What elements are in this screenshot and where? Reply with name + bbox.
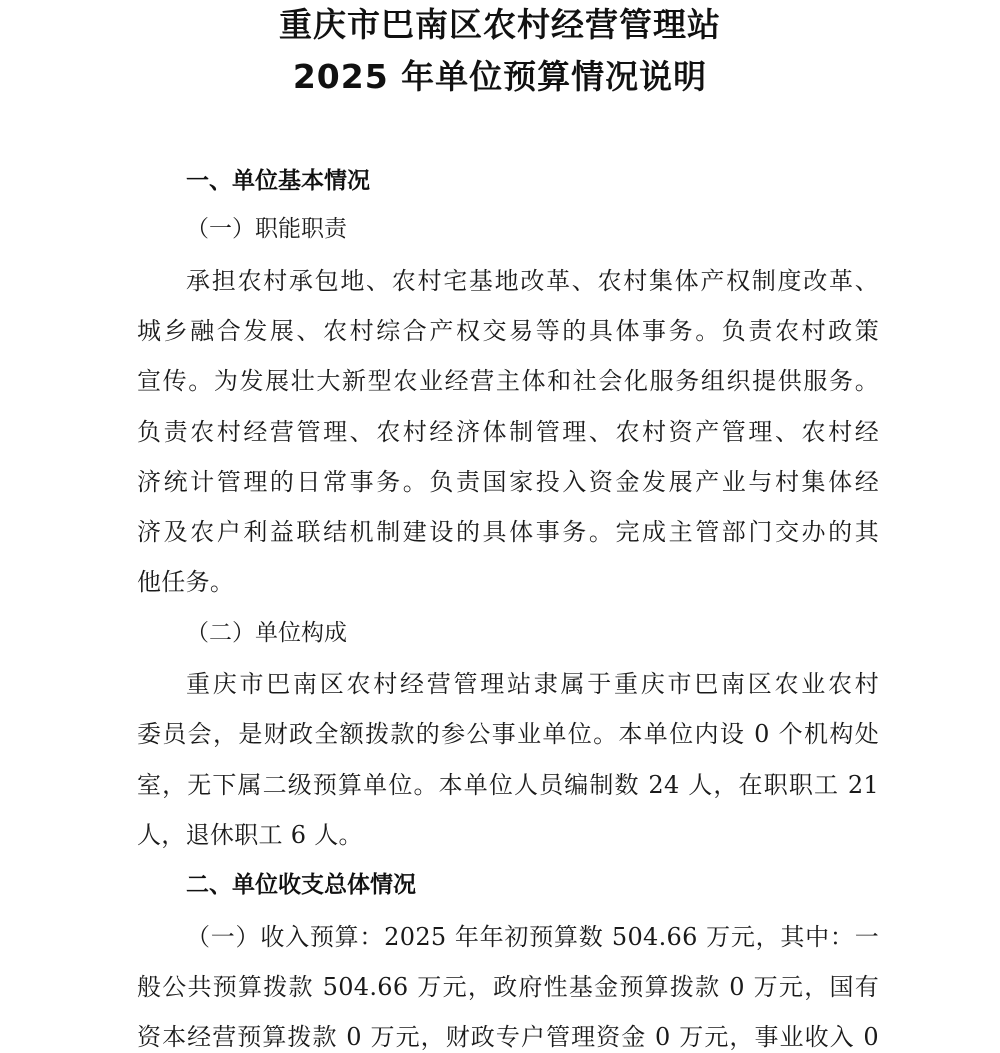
- section2-heading: 二、单位收支总体情况: [186, 872, 416, 898]
- paragraph-line: 济统计管理的日常事务。负责国家投入资金发展产业与村集体经: [137, 468, 879, 496]
- paragraph-line: 人，退休职工 6 人。: [137, 821, 363, 849]
- paragraph-line: （一）收入预算：2025 年年初预算数 504.66 万元，其中：一: [186, 923, 879, 951]
- section1-sub2-heading: （二）单位构成: [186, 620, 347, 646]
- paragraph-line: 委员会，是财政全额拨款的参公事业单位。本单位内设 0 个机构处: [137, 720, 879, 748]
- paragraph-line: 承担农村承包地、农村宅基地改革、农村集体产权制度改革、: [186, 267, 879, 295]
- paragraph-line: 济及农户利益联结机制建设的具体事务。完成主管部门交办的其: [137, 518, 879, 546]
- paragraph-line: 他任务。: [137, 568, 235, 596]
- paragraph-line: 宣传。为发展壮大新型农业经营主体和社会化服务组织提供服务。: [137, 367, 879, 395]
- paragraph-line: 重庆市巴南区农村经营管理站隶属于重庆市巴南区农业农村: [186, 670, 879, 698]
- paragraph-line: 般公共预算拨款 504.66 万元，政府性基金预算拨款 0 万元，国有: [137, 973, 879, 1001]
- paragraph-line: 城乡融合发展、农村综合产权交易等的具体事务。负责农村政策: [137, 317, 879, 345]
- section1-sub1-heading: （一）职能职责: [186, 216, 347, 242]
- paragraph-line: 负责农村经营管理、农村经济体制管理、农村资产管理、农村经: [137, 418, 879, 446]
- paragraph-line: 资本经营预算拨款 0 万元，财政专户管理资金 0 万元，事业收入 0: [137, 1023, 879, 1051]
- document-title-line2: 2025 年单位预算情况说明: [292, 57, 708, 96]
- document-title-line1: 重庆市巴南区农村经营管理站: [279, 5, 721, 44]
- paragraph-line: 室，无下属二级预算单位。本单位人员编制数 24 人，在职职工 21: [137, 771, 879, 799]
- section1-heading: 一、单位基本情况: [186, 168, 370, 194]
